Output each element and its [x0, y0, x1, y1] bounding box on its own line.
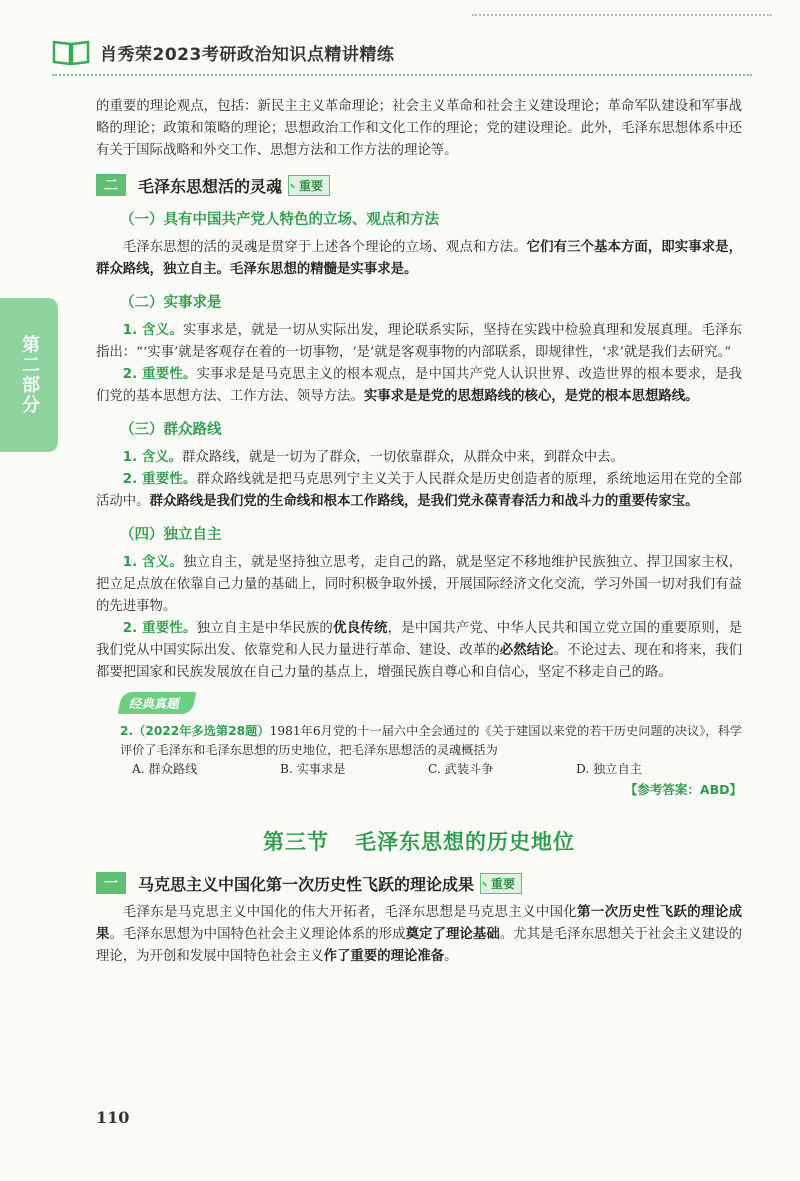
text: 。不论过去、现在和将来，我们都要把国家和民族发展放在自己力量的基点上，增强民族自尊心和自信心，坚定不移走自己的路。 [96, 643, 743, 680]
part-label: 第二部分 [19, 335, 40, 415]
paragraph [96, 237, 742, 281]
important-tag: 重要 [288, 175, 330, 196]
intro-text: 的重要的理论观点，包括：新民主主义革命理论；社会主义革命和社会主义建设理论；革命军队建设和军事战略的理论；政策和策略的理论；思想政治工作和文化工作的理论；党的建设理论。 [96, 99, 742, 136]
text: 群众路线，就是一切为了群众，一切依靠群众，从群众中来，到群众中去。 [182, 450, 624, 465]
paragraph [96, 364, 742, 408]
bold-text: 实事求是是党的思想路线的核心，是党的根本思想路线。 [363, 389, 699, 404]
important-tag: 重要 [480, 873, 522, 894]
text: 。 [444, 949, 458, 964]
text: 实事求是是马克思主义的根本观点，是中国共产党人认识世界、改造世界的根本要求，是我们党的基本思想方法、工作方法、领导方法。 [96, 367, 742, 404]
text: 。毛泽东思想为中国特色社会主义理论体系的形成 [109, 927, 406, 942]
section-number: 一 [96, 872, 126, 894]
bold-text: 优良传统 [333, 621, 388, 636]
point-label: 1. 含义。 [122, 555, 184, 570]
option-a: A. 群众路线 [132, 762, 198, 776]
section-heading-1 [96, 870, 742, 896]
intro-text-cont: 此外，毛泽东思想体系中还有关于国际战略和外交工作、思想方法和工作方法的理论等。 [96, 121, 743, 158]
chapter-number: 第三节 [263, 830, 329, 854]
paragraph [96, 447, 742, 469]
option-b: B. 实事求是 [280, 762, 346, 776]
reference-answer: 【参考答案：ABD】 [624, 782, 742, 797]
text: 。尤其是毛泽东思想关于社会主义建设的理论，为开创和发展中国特色社会主义 [96, 927, 743, 964]
section-title: 毛泽东思想活的灵魂 [138, 176, 283, 196]
header-title: 肖秀荣2023考研政治知识点精讲精练 [100, 44, 395, 65]
text: 毛泽东思想的活的灵魂是贯穿于上述各个理论的立场、观点和方法。 [122, 240, 527, 255]
paragraph [96, 552, 742, 618]
point-label: 1. 含义。 [122, 323, 184, 338]
text: ，是中国共产党、中华人民共和国立党立国的重要原则，是我们党从中国实际出发、依靠党和人民力量进行革命、建设、改革的 [96, 621, 743, 658]
bold-text: 奠定了理论基础 [405, 927, 500, 942]
point-label: 2. 重要性。 [122, 367, 197, 382]
section-title: 马克思主义中国化第一次历史性飞跃的理论成果 [138, 874, 475, 894]
bold-text: 它们有三个基本方面，即实事求是，群众路线，独立自主。毛泽东思想的精髓是实事求是。 [96, 240, 742, 277]
paragraph [96, 902, 742, 968]
question-number: 2.（2022年多选第28题） [120, 724, 270, 738]
text: 独立自主，就是坚持独立思考，走自己的路，就是坚定不移地维护民族独立、捍卫国家主权，把立足点放在依靠自己力量的基础上，同时积极争取外援，开展国际经济文化交流，学习外国一切对我们有益的先进事物。 [96, 555, 742, 614]
point-label: 2. 重要性。 [122, 621, 197, 636]
point-label: 1. 含义。 [122, 450, 183, 465]
paragraph [96, 469, 742, 513]
bold-text: 第一次历史性飞跃的理论成果 [96, 905, 742, 942]
page-number: 110 [96, 1108, 130, 1127]
header-rule [52, 74, 752, 76]
text: 群众路线就是把马克思列宁主义关于人民群众是历史创造者的原理，系统地运用在党的全部活动中。 [96, 472, 742, 509]
subheading-3: （三）群众路线 [120, 422, 222, 438]
option-d: D. 独立自主 [576, 762, 642, 776]
question-text: 1981年6月党的十一届六中全会通过的《关于建国以来党的若干历史问题的决议》，科学评价了毛泽东和毛泽东思想的历史地位，把毛泽东思想活的灵魂概括为 [120, 724, 742, 757]
bold-text: 作了重要的理论准备 [323, 949, 445, 964]
header-decoration [472, 14, 772, 16]
paragraph [96, 320, 742, 364]
chapter-title [96, 826, 742, 856]
intro-paragraph [96, 96, 742, 162]
page-content [96, 96, 742, 968]
exam-badge: 经典真题 [118, 692, 197, 714]
section-heading-2 [96, 172, 742, 198]
part-side-tab [0, 298, 58, 452]
point-label: 2. 重要性。 [122, 472, 197, 487]
chapter-name: 毛泽东思想的历史地位 [355, 830, 575, 854]
paragraph [96, 618, 742, 684]
subheading-4: （四）独立自主 [120, 527, 222, 543]
text: 毛泽东是马克思主义中国化的伟大开拓者，毛泽东思想是马克思主义中国化 [122, 905, 578, 920]
bold-text: 必然结论 [499, 643, 554, 658]
section-number: 二 [96, 174, 126, 196]
open-book-icon [52, 38, 90, 66]
text: 实事求是，就是一切从实际出发，理论联系实际，坚持在实践中检验真理和发展真理。毛泽东指出：“‘实事’就是客观存在着的一切事物，‘是’就是客观事物的内部联系，即规律性，‘求’就是我们去研究。” [96, 323, 742, 360]
subheading-1: （一）具有中国共产党人特色的立场、观点和方法 [120, 212, 439, 228]
bold-text: 群众路线是我们党的生命线和根本工作路线，是我们党永葆青春活力和战斗力的重要传家宝。 [149, 494, 699, 509]
text: 独立自主是中华民族的 [196, 621, 334, 636]
subheading-2: （二）实事求是 [120, 295, 222, 311]
answer-options [132, 760, 742, 778]
running-header [52, 32, 752, 72]
option-c: C. 武装斗争 [428, 762, 494, 776]
exam-question [120, 722, 742, 760]
